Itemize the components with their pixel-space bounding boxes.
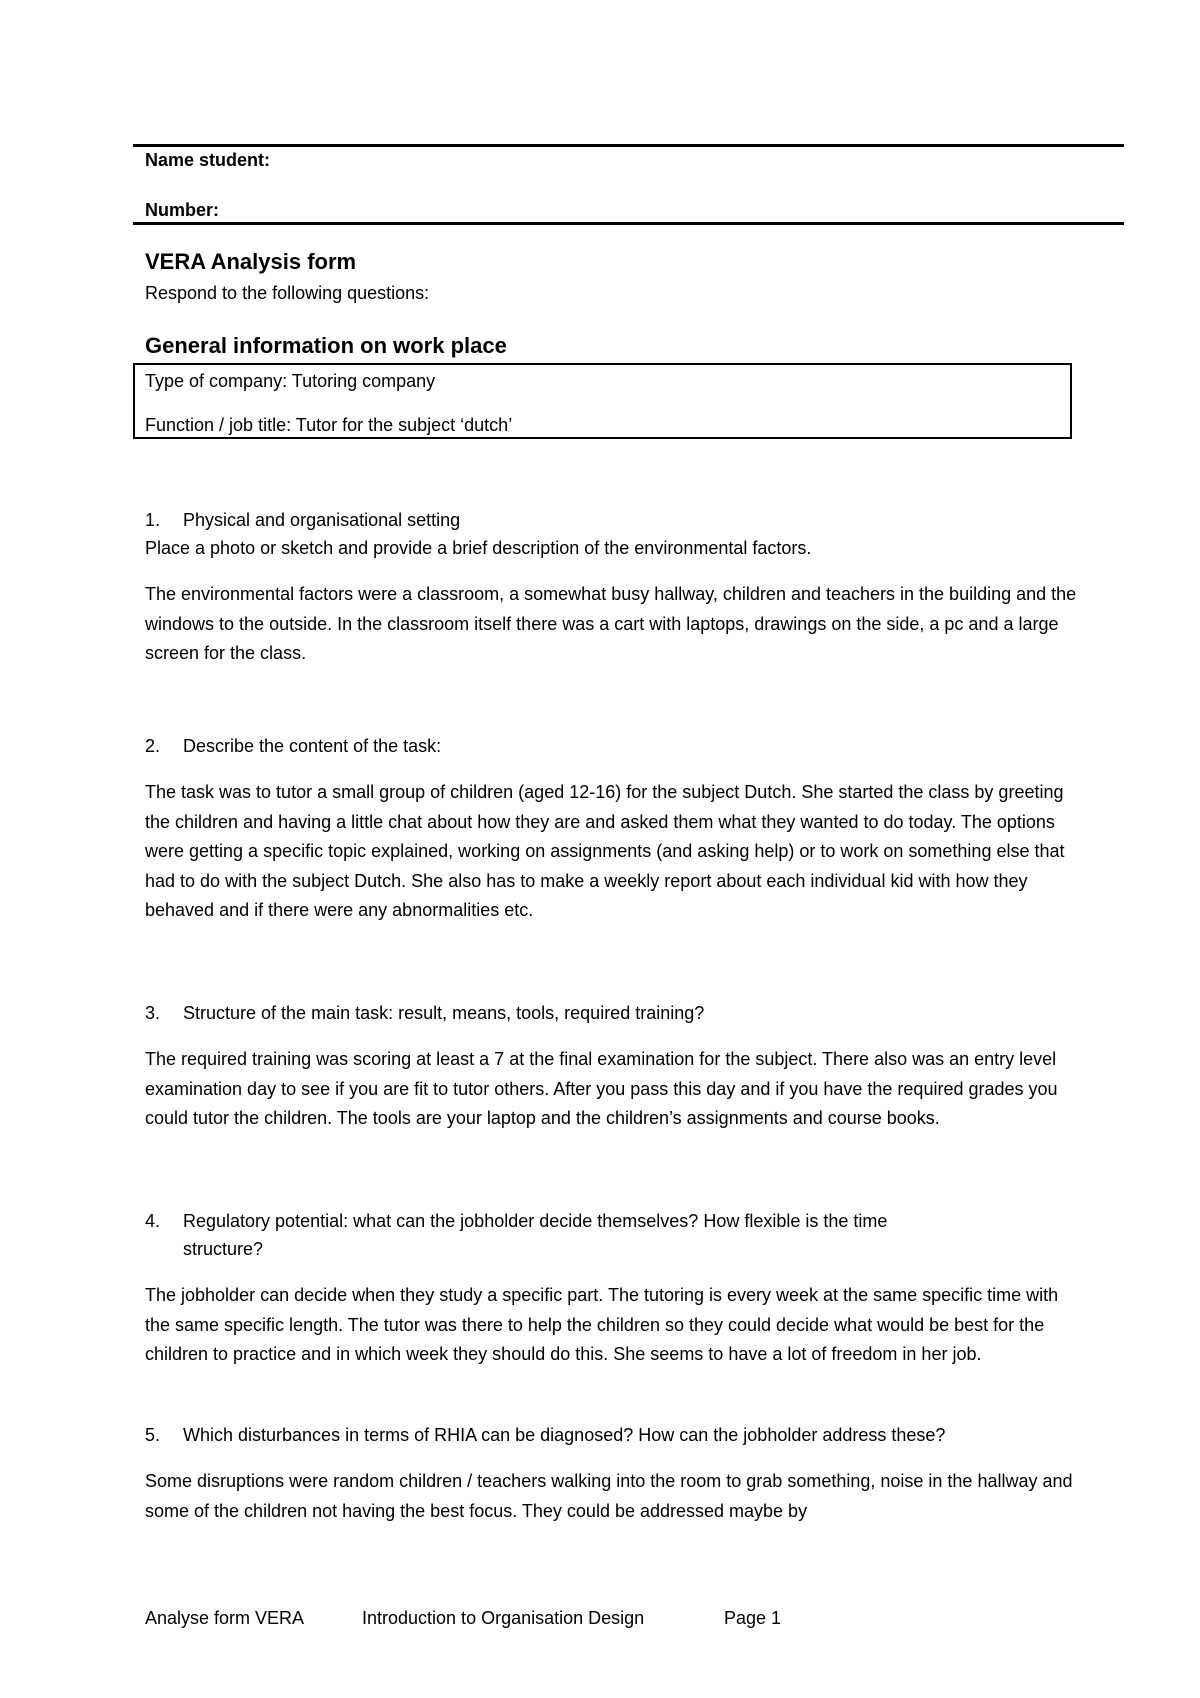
question-4-answer: The jobholder can decide when they study a specific part. The tutoring is every week at the same specific time with the same specific length. The tutor was there to help the children so they could decide what would be best for the children to practice and in which week they should do this. She seems to have a lot of freedom in her job. <box>145 1285 1059 1365</box>
question-1-answer: The environmental factors were a classroom, a somewhat busy hallway, children and teachers in the building and the windows to the outside. In the classroom itself there was a cart with laptops, drawings on the side, a pc and a large screen for the class. <box>145 584 1077 664</box>
question-2-answer: The task was to tutor a small group of children (aged 12-16) for the subject Dutch. She started the class by greeting the children and having a little chat about how they are and asked them what they wanted to do today. The options were getting a specific topic explained, working on assignments (and asking help) or to work on something else that had to do with the subject Dutch. She also has to make a weekly report about each individual kid with how they behaved and if there were any abnormalities etc. <box>145 782 1065 921</box>
question-text: Structure of the main task: result, means, tools, required training? <box>183 1003 705 1023</box>
question-text: Regulatory potential: what can the jobholder decide themselves? How flexible is the time <box>183 1211 888 1231</box>
bottom-rule <box>133 222 1124 225</box>
footer-doc-name: Analyse form VERA <box>145 1608 305 1628</box>
question-number: 4. <box>145 1211 161 1231</box>
question-number: 3. <box>145 1003 161 1023</box>
name-student-label: Name student: <box>145 150 271 170</box>
question-number: 5. <box>145 1425 161 1445</box>
question-text: Describe the content of the task: <box>183 736 442 756</box>
question-number: 1. <box>145 510 161 530</box>
question-text: Physical and organisational setting <box>183 510 461 530</box>
form-title: VERA Analysis form <box>145 249 357 274</box>
top-rule <box>133 144 1124 147</box>
question-1-subtitle: Place a photo or sketch and provide a brief description of the environmental factors. <box>145 538 812 558</box>
question-text: Which disturbances in terms of RHIA can be diagnosed? How can the jobholder address these? <box>183 1425 946 1445</box>
general-info-heading: General information on work place <box>145 333 507 358</box>
form-instruction: Respond to the following questions: <box>145 283 430 303</box>
footer-page-number: Page 1 <box>724 1608 782 1628</box>
general-info-box <box>133 363 1072 439</box>
footer-course: Introduction to Organisation Design <box>362 1608 645 1628</box>
question-text: structure? <box>183 1239 264 1259</box>
question-5-answer: Some disruptions were random children / teachers walking into the room to grab something, noise in the hallway and some of the children not having the best focus. They could be addressed maybe by <box>145 1471 1073 1521</box>
question-number: 2. <box>145 736 161 756</box>
job-title: Function / job title: Tutor for the subject ‘dutch’ <box>145 415 513 435</box>
company-type: Type of company: Tutoring company <box>145 371 436 391</box>
number-label: Number: <box>145 200 220 220</box>
question-3-answer: The required training was scoring at least a 7 at the final examination for the subject. There also was an entry level examination day to see if you are fit to tutor others. After you pass this day and if you have the required grades you could tutor the children. The tools are your laptop and the children’s assignments and course books. <box>145 1049 1058 1129</box>
